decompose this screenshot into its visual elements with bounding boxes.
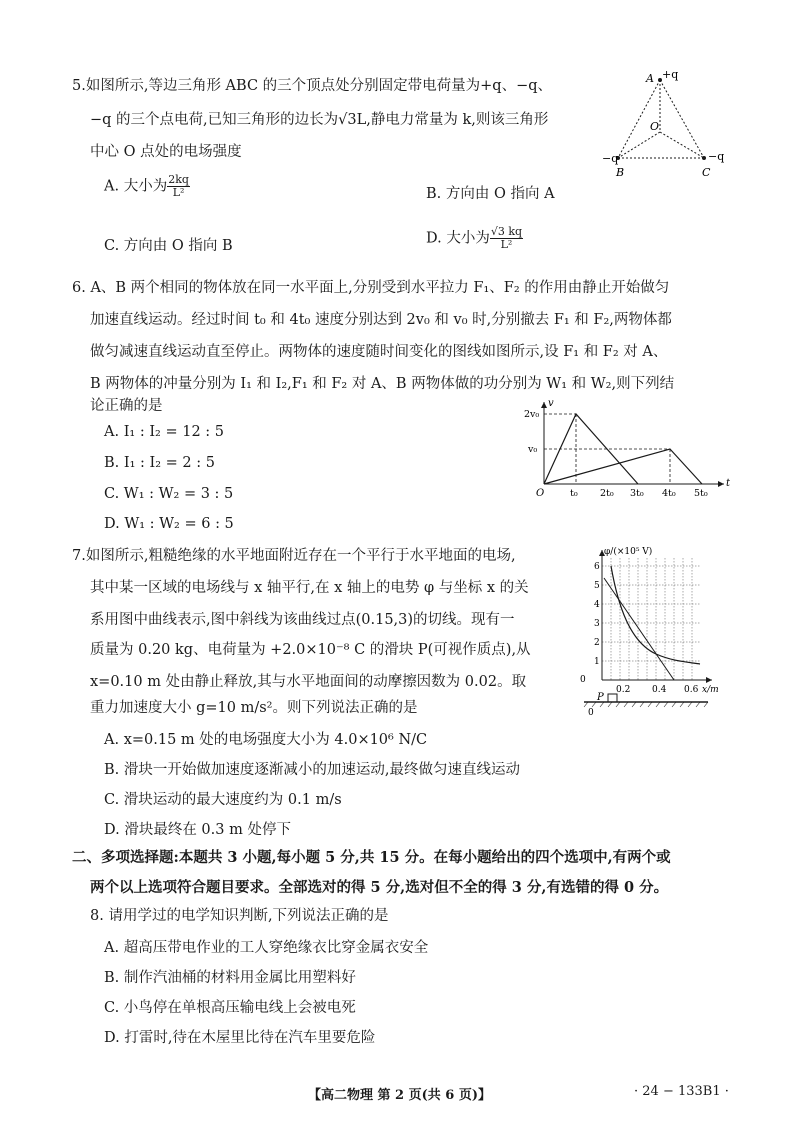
q5-triangle-figure <box>598 66 730 182</box>
q6-option-c: C. W₁ : W₂ = 3 : 5 <box>104 486 234 502</box>
q5-option-d-denominator: L² <box>500 238 513 251</box>
q7-option-a: A. x=0.15 m 处的电场强度大小为 4.0×10⁶ N/C <box>104 732 428 748</box>
q5-label-plus-q: +q <box>662 68 679 81</box>
q5-label-b: B <box>616 166 625 179</box>
q6-option-a: A. I₁ : I₂ = 12 : 5 <box>104 424 225 440</box>
q5-option-d-numerator: √3 kq <box>490 225 523 238</box>
q5-stem-line-3: 中心 O 点处的电场强度 <box>90 144 242 160</box>
q6-stem-line-4: B 两物体的冲量分别为 I₁ 和 I₂,F₁ 和 F₂ 对 A、B 两物体做的功分别为 W₁ 和 W₂,则下列结 <box>90 376 675 392</box>
q7-stem-line-1: 7.如图所示,粗糙绝缘的水平地面附近存在一个平行于水平地面的电场, <box>72 548 516 564</box>
q5-label-o: O <box>650 120 660 133</box>
q5-option-c: C. 方向由 O 指向 B <box>104 238 233 254</box>
q6-origin-label: O <box>536 488 545 499</box>
q7-y-tick-1: 1 <box>594 657 600 667</box>
q5-option-b: B. 方向由 O 指向 A <box>426 186 555 202</box>
q6-y-tick-2v0: 2v₀ <box>524 409 540 420</box>
q7-x-tick-0.6: 0.6 <box>684 685 699 695</box>
q7-potential-graph <box>574 544 724 716</box>
q6-stem-line-1: 6. A、B 两个相同的物体放在同一水平面上,分别受到水平拉力 F₁、F₂ 的作用由静止开始做匀 <box>72 280 670 296</box>
q7-y-tick-3: 3 <box>594 619 600 629</box>
q5-label-minus-q-right: −q <box>708 150 725 163</box>
q7-stem-line-4: 质量为 0.20 kg、电荷量为 +2.0×10⁻⁸ C 的滑块 P(可视作质点),从 <box>90 642 531 658</box>
q6-stem-line-2: 加速直线运动。经过时间 t₀ 和 4t₀ 速度分别达到 2v₀ 和 v₀ 时,分别撤去 F₁ 和 F₂,两物体都 <box>90 312 672 328</box>
q5-option-d-fraction <box>490 226 523 251</box>
q7-block-label: P <box>597 692 604 703</box>
q5-option-d <box>426 226 523 251</box>
q6-axis-t-label: t <box>726 478 731 489</box>
q6-stem-line-3: 做匀减速直线运动直至停止。两物体的速度随时间变化的图线如图所示,设 F₁ 和 F₂ 对 A、 <box>90 344 668 360</box>
q7-stem-line-5: x=0.10 m 处由静止释放,其与水平地面间的动摩擦因数为 0.02。取 <box>90 674 527 690</box>
q5-option-a-fraction <box>167 174 190 199</box>
q6-y-tick-v0: v₀ <box>528 444 538 455</box>
q8-option-a: A. 超高压带电作业的工人穿绝缘衣比穿金属衣安全 <box>104 940 429 956</box>
q5-option-a-prefix: A. 大小为 <box>104 178 168 195</box>
q5-option-a-denominator: L² <box>172 186 185 199</box>
q5-stem-line-2: −q 的三个点电荷,已知三角形的边长为√3L,静电力常量为 k,则该三角形 <box>90 112 549 128</box>
q6-x-tick-3t0: 3t₀ <box>630 488 644 499</box>
q6-option-d: D. W₁ : W₂ = 6 : 5 <box>104 516 234 532</box>
q7-ground-origin-label: 0 <box>588 708 594 716</box>
q6-stem-line-5: 论正确的是 <box>90 398 163 414</box>
page-footer-code: · 24 − 133B1 · <box>634 1084 729 1099</box>
q6-x-tick-t0: t₀ <box>570 488 578 499</box>
q7-option-d: D. 滑块最终在 0.3 m 处停下 <box>104 822 291 838</box>
q7-y-tick-2: 2 <box>594 638 600 648</box>
q5-label-minus-q-left: −q <box>602 152 619 165</box>
q7-option-b: B. 滑块一开始做加速度逐渐减小的加速运动,最终做匀速直线运动 <box>104 762 520 778</box>
q6-velocity-time-graph <box>524 398 734 502</box>
section2-heading-line-2: 两个以上选项符合题目要求。全部选对的得 5 分,选对但不全的得 3 分,有选错的得 0 分。 <box>90 879 669 896</box>
q7-stem-line-3: 系用图中曲线表示,图中斜线为该曲线过点(0.15,3)的切线。现有一 <box>90 612 515 628</box>
q7-y-tick-6: 6 <box>594 562 600 572</box>
q8-stem: 8. 请用学过的电学知识判断,下列说法正确的是 <box>90 908 389 924</box>
q5-option-a <box>104 174 190 199</box>
q6-x-tick-2t0: 2t₀ <box>600 488 614 499</box>
q6-x-tick-4t0: 4t₀ <box>662 488 676 499</box>
q5-label-c: C <box>702 166 711 179</box>
q5-stem-line-1: 5.如图所示,等边三角形 ABC 的三个顶点处分别固定带电荷量为+q、−q、 <box>72 78 553 94</box>
q7-x-axis-label: x/m <box>702 685 719 695</box>
q8-option-b: B. 制作汽油桶的材料用金属比用塑料好 <box>104 970 356 986</box>
q7-y-tick-4: 4 <box>594 600 600 610</box>
q6-x-tick-5t0: 5t₀ <box>694 488 708 499</box>
q5-option-a-numerator: 2kq <box>168 173 189 186</box>
q7-y-axis-label: φ/(×10⁵ V) <box>604 547 653 557</box>
q7-x-tick-0.2: 0.2 <box>616 685 631 695</box>
q7-origin-label: 0 <box>580 675 586 685</box>
q8-option-d: D. 打雷时,待在木屋里比待在汽车里要危险 <box>104 1030 376 1046</box>
q5-label-a: A <box>646 72 654 85</box>
q8-option-c: C. 小鸟停在单根高压输电线上会被电死 <box>104 1000 356 1016</box>
q5-option-d-prefix: D. 大小为 <box>426 230 490 247</box>
q7-x-tick-0.4: 0.4 <box>652 685 667 695</box>
q6-axis-v-label: v <box>548 398 554 409</box>
q7-option-c: C. 滑块运动的最大速度约为 0.1 m/s <box>104 792 342 808</box>
page-footer-center: 【高二物理 第 2 页(共 6 页)】 <box>308 1088 492 1103</box>
q7-stem-line-6: 重力加速度大小 g=10 m/s²。则下列说法正确的是 <box>90 700 418 716</box>
section2-heading-line-1: 二、多项选择题:本题共 3 小题,每小题 5 分,共 15 分。在每小题给出的四个选项中,有两个或 <box>72 849 671 866</box>
q7-stem-line-2: 其中某一区域的电场线与 x 轴平行,在 x 轴上的电势 φ 与坐标 x 的关 <box>90 580 529 596</box>
q7-y-tick-5: 5 <box>594 581 600 591</box>
q6-option-b: B. I₁ : I₂ = 2 : 5 <box>104 455 215 471</box>
q7-block-p <box>608 694 617 702</box>
